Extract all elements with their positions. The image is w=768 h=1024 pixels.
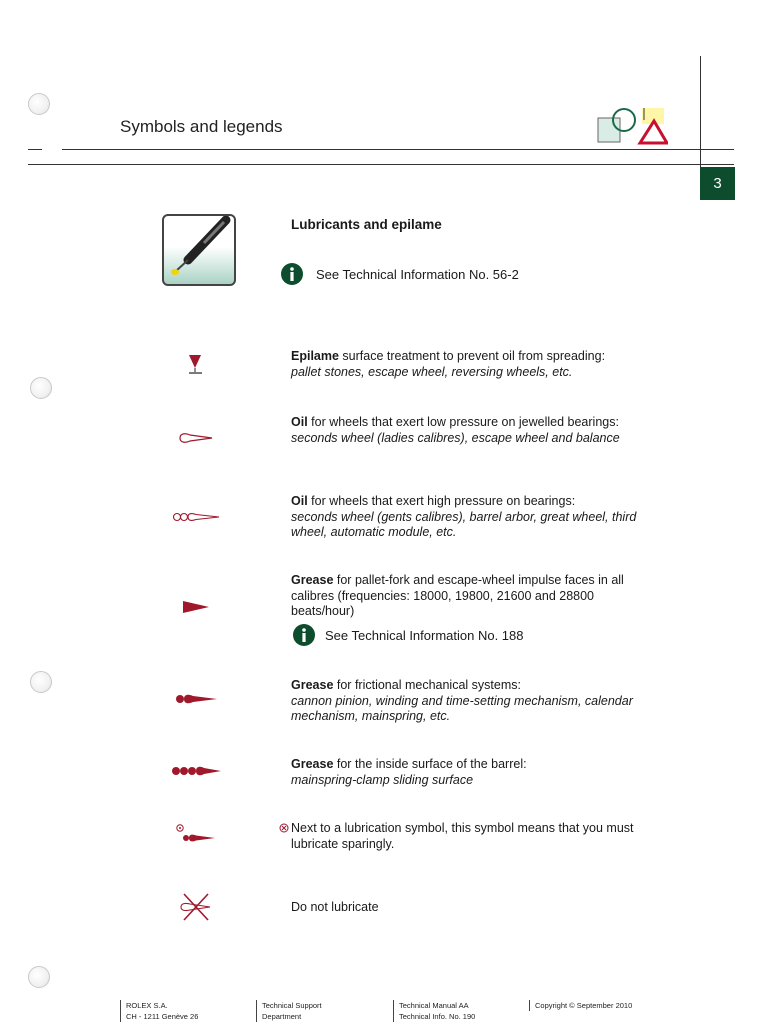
header-rule	[62, 149, 734, 150]
list-item: Oil for wheels that exert low pressure on jewelled bearings: seconds wheel (ladies calibres), escape wheel and balance	[291, 415, 620, 445]
oil-drops-high-pressure-icon	[171, 510, 221, 524]
sparingly-marker-icon	[279, 823, 289, 833]
footer-copyright: Copyright © September 2010	[529, 1000, 632, 1011]
do-not-lubricate-icon	[178, 892, 214, 922]
info-note	[293, 624, 524, 646]
list-item: Grease for the inside surface of the barrel: mainspring-clamp sliding surface	[291, 757, 527, 787]
section-title: Lubricants and epilame	[291, 217, 442, 232]
epilame-icon	[186, 354, 206, 376]
list-item: Epilame surface treatment to prevent oil from spreading: pallet stones, escape wheel, reversing wheels, etc.	[291, 349, 606, 379]
footer-department: Technical Support Department	[256, 1000, 322, 1022]
sparingly-grease-icon	[175, 823, 217, 845]
oil-drop-icon	[178, 431, 214, 445]
symbols-legend-icon	[596, 106, 668, 146]
info-icon	[281, 263, 303, 285]
info-note	[281, 263, 519, 285]
footer-manual: Technical Manual AA Technical Info. No. 190	[393, 1000, 475, 1022]
header-tick	[28, 149, 42, 150]
info-text: See Technical Information No. 188	[325, 627, 524, 643]
list-item: Grease for pallet-fork and escape-wheel impulse faces in all calibres (frequencies: 18000, 19800, 21600 and 28800 beats/hour)	[291, 573, 624, 618]
footer-company: ROLEX S.A. CH - 1211 Genève 26	[120, 1000, 198, 1022]
info-text: See Technical Information No. 56-2	[316, 266, 519, 282]
list-item: Oil for wheels that exert high pressure on bearings: seconds wheel (gents calibres), barrel arbor, great wheel, third wheel, automatic module, etc.	[291, 494, 637, 539]
list-item: Grease for frictional mechanical systems: cannon pinion, winding and time-setting mechanism, calendar mechanism, mainspring, etc.	[291, 678, 633, 723]
punch-hole	[28, 966, 50, 988]
vertical-rule	[700, 56, 701, 168]
oiler-tool-icon	[162, 214, 236, 286]
page-number: 3	[700, 167, 735, 200]
list-item: Next to a lubrication symbol, this symbol means that you must lubricate sparingly.	[291, 821, 634, 851]
punch-hole	[30, 671, 52, 693]
grease-impulse-icon	[181, 600, 211, 614]
punch-hole	[28, 93, 50, 115]
list-item: Do not lubricate	[291, 900, 379, 914]
header-rule-lower	[28, 164, 734, 165]
punch-hole	[30, 377, 52, 399]
info-icon	[293, 624, 315, 646]
page-title: Symbols and legends	[120, 117, 283, 136]
grease-frictional-icon	[175, 692, 219, 706]
grease-barrel-icon	[171, 764, 223, 778]
